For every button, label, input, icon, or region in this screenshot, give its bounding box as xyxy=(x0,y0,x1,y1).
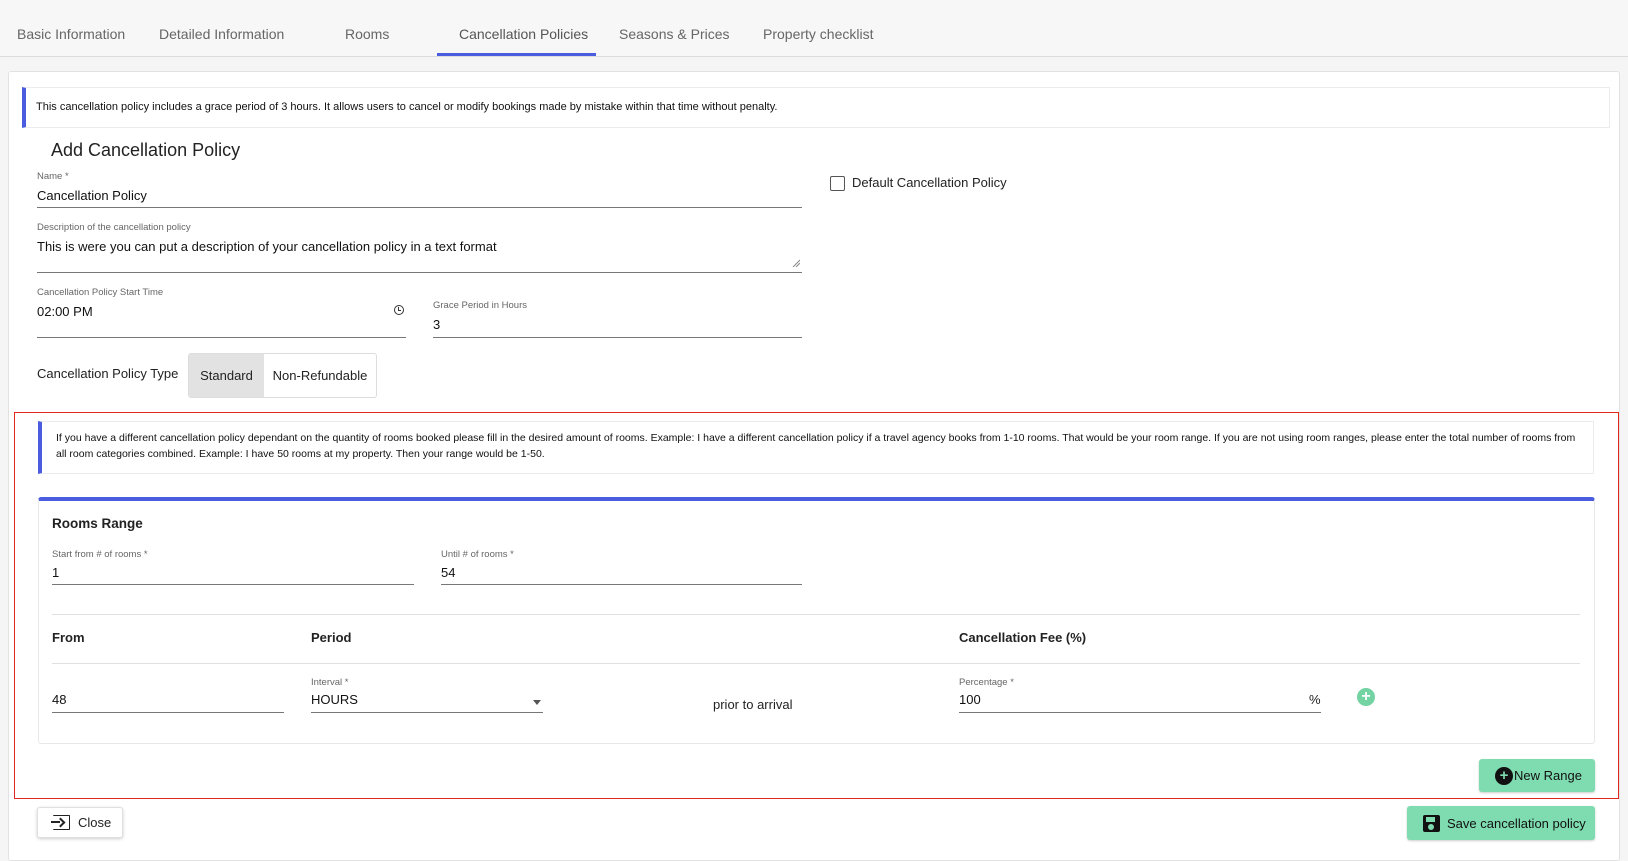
active-tab-indicator xyxy=(437,53,596,56)
grace-period-underline xyxy=(433,337,802,338)
save-icon xyxy=(1423,815,1440,832)
percentage-input[interactable]: 100 xyxy=(959,692,981,707)
name-input[interactable]: Cancellation Policy xyxy=(37,188,147,203)
prior-to-arrival-text: prior to arrival xyxy=(713,697,793,712)
description-underline xyxy=(37,272,802,273)
type-non-refundable-button[interactable]: Non-Refundable xyxy=(272,368,368,383)
name-underline xyxy=(37,207,802,208)
rooms-range-title: Rooms Range xyxy=(52,516,143,531)
tab-bar xyxy=(0,0,1628,57)
rooms-range-note: If you have a different cancellation policy dependant on the quantity of rooms booked please fill in the desired amount of rooms. Example: I have a different cancellation policy if a travel agency books from 1-10 rooms. That would be your room range. If you are not using room ranges, please enter the total number of rooms from all room categories combined. Example: I have 50 rooms at my property. Then your range would be 1-50. xyxy=(38,421,1594,474)
from-hours-underline xyxy=(52,712,284,713)
grace-period-label: Grace Period in Hours xyxy=(433,300,527,311)
policy-type-label: Cancellation Policy Type xyxy=(37,366,179,381)
tab-basic-information[interactable]: Basic Information xyxy=(17,26,126,42)
column-from: From xyxy=(52,630,85,645)
tab-seasons-prices[interactable]: Seasons & Prices xyxy=(619,26,730,42)
start-time-label: Cancellation Policy Start Time xyxy=(37,287,164,298)
close-button[interactable] xyxy=(37,807,123,838)
rooms-range-card xyxy=(38,497,1595,744)
default-policy-checkbox[interactable] xyxy=(830,176,845,191)
description-textarea[interactable]: This is were you can put a description of your cancellation policy in a text format xyxy=(37,239,497,254)
percentage-label: Percentage * xyxy=(959,677,1014,688)
tab-property-checklist[interactable]: Property checklist xyxy=(763,26,874,42)
name-label: Name * xyxy=(37,171,69,182)
from-hours-input[interactable]: 48 xyxy=(52,692,67,707)
start-time-underline xyxy=(37,337,406,338)
clock-icon[interactable] xyxy=(394,305,404,315)
close-icon xyxy=(53,815,70,830)
start-rooms-underline xyxy=(52,584,414,585)
form-title: Add Cancellation Policy xyxy=(51,140,241,160)
default-policy-label: Default Cancellation Policy xyxy=(852,175,1007,190)
new-range-label: New Range xyxy=(1514,768,1582,783)
type-standard-button[interactable]: Standard xyxy=(189,354,264,397)
until-rooms-underline xyxy=(441,584,802,585)
add-row-plus-icon[interactable]: + xyxy=(1357,688,1375,706)
tab-rooms[interactable]: Rooms xyxy=(345,26,390,42)
interval-label: Interval * xyxy=(311,677,349,688)
policy-type-toggle xyxy=(188,353,377,398)
grace-period-note: This cancellation policy includes a grace period of 3 hours. It allows users to cancel or modify bookings made by mistake within that time without penalty. xyxy=(22,87,1610,128)
grace-period-input[interactable]: 3 xyxy=(433,317,441,332)
until-rooms-label: Until # of rooms * xyxy=(441,549,514,560)
save-label: Save cancellation policy xyxy=(1447,815,1586,831)
chevron-down-icon[interactable] xyxy=(533,700,541,705)
percent-sign: % xyxy=(1309,692,1321,707)
until-rooms-input[interactable]: 54 xyxy=(441,565,456,580)
save-policy-button[interactable] xyxy=(1407,806,1595,840)
column-cancellation-fee: Cancellation Fee (%) xyxy=(959,630,1087,645)
resize-handle-icon[interactable] xyxy=(792,259,800,267)
new-range-button[interactable] xyxy=(1479,759,1595,792)
start-rooms-input[interactable]: 1 xyxy=(52,565,60,580)
interval-underline xyxy=(311,712,543,713)
description-label: Description of the cancellation policy xyxy=(37,222,191,233)
close-label: Close xyxy=(78,815,112,830)
start-rooms-label: Start from # of rooms * xyxy=(52,549,148,560)
percentage-underline xyxy=(959,712,1321,713)
tab-detailed-information[interactable]: Detailed Information xyxy=(159,26,285,42)
interval-select[interactable]: HOURS xyxy=(311,692,358,707)
start-time-input[interactable]: 02:00 PM xyxy=(37,304,93,319)
divider xyxy=(52,614,1580,615)
tab-cancellation-policies[interactable]: Cancellation Policies xyxy=(459,26,589,42)
divider xyxy=(52,663,1580,664)
column-period: Period xyxy=(311,630,352,645)
plus-circle-icon: + xyxy=(1495,767,1513,785)
